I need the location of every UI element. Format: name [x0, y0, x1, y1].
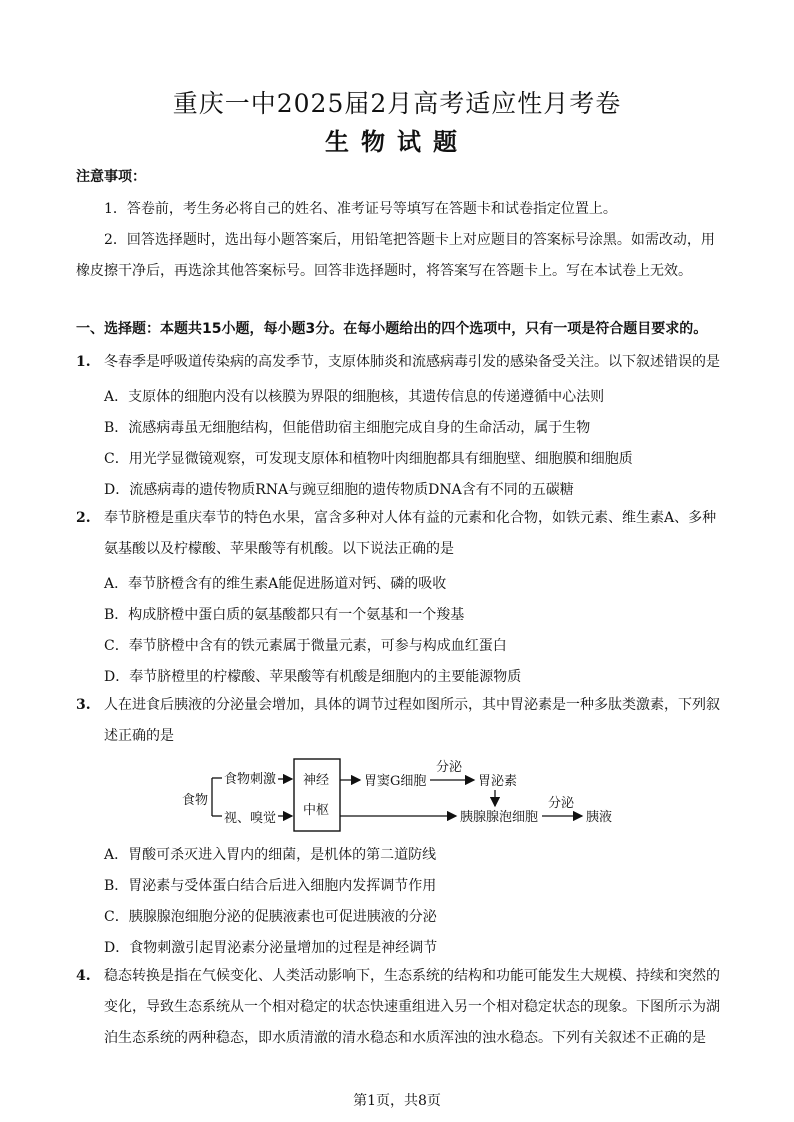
food-label: 食物: [182, 793, 209, 808]
secrete-label-1: 分泌: [436, 760, 463, 775]
page-title: 重庆一中2025届2月高考适应性月考卷: [172, 89, 622, 118]
option-2d: D．奉节脐橙里的柠檬酸、苹果酸等有机酸是细胞内的主要能源物质: [104, 669, 522, 685]
notes-heading: 注意事项：: [76, 169, 146, 185]
sight-smell-label: 视、嗅觉: [224, 811, 277, 826]
option-2a: A．奉节脐橙含有的维生素A能促进肠道对钙、磷的吸收: [104, 576, 447, 592]
page-footer: 第1页，共8页: [353, 1093, 441, 1109]
gastrin-label: 胃泌素: [478, 774, 518, 789]
question-number: 3.: [76, 697, 91, 713]
note-item-2: 2．回答选择题时，选出每小题答案后，用铅笔把答题卡上对应题目的答案标号涂黑。如需改动，用橡皮擦干净后，再选涂其他答案标号。回答非选择题时，将答案写在答题卡上。写在本试卷上无效。: [76, 232, 715, 279]
secrete-label-2: 分泌: [548, 796, 575, 811]
question-number: 4.: [76, 968, 91, 984]
g-cell-label: 胃窦G细胞: [364, 774, 427, 789]
question-text: 人在进食后胰液的分泌量会增加，具体的调节过程如图所示，其中胃泌素是一种多肽类激素，下列叙述正确的是: [104, 697, 720, 744]
question-number: 2.: [76, 510, 91, 526]
note-item-1: 1．答卷前，考生务必将自己的姓名、准考证号等填写在答题卡和试卷指定位置上。: [104, 201, 617, 217]
regulation-diagram: [178, 756, 628, 836]
question-text: 冬春季是呼吸道传染病的高发季节，支原体肺炎和流感病毒引发的感染备受关注。以下叙述错误的是: [104, 354, 720, 370]
pancreatic-juice-label: 胰液: [586, 810, 613, 825]
option-1c: C．用光学显微镜观察，可发现支原体和植物叶肉细胞都具有细胞壁、细胞膜和细胞质: [104, 451, 633, 467]
food-stimulus-label: 食物刺激: [224, 772, 277, 787]
option-1d: D．流感病毒的遗传物质RNA与豌豆细胞的遗传物质DNA含有不同的五碳糖: [104, 482, 574, 498]
option-3a: A．胃酸可杀灭进入胃内的细菌，是机体的第二道防线: [104, 847, 437, 863]
question-text: 奉节脐橙是重庆奉节的特色水果，富含多种对人体有益的元素和化合物，如铁元素、维生素A、多种氨基酸以及柠檬酸、苹果酸等有机酸。以下说法正确的是: [104, 510, 717, 557]
option-2c: C．奉节脐橙中含有的铁元素属于微量元素，可参与构成血红蛋白: [104, 638, 507, 654]
question-number: 1.: [76, 354, 91, 370]
option-3c: C．胰腺腺泡细胞分泌的促胰液素也可促进胰液的分泌: [104, 909, 437, 925]
question-4: [76, 961, 726, 1054]
option-1a: A．支原体的细胞内没有以核膜为界限的细胞核，其遗传信息的传递遵循中心法则: [104, 389, 605, 405]
question-3: [76, 690, 726, 752]
nerve-center-box: [294, 759, 340, 831]
question-text: 稳态转换是指在气候变化、人类活动影响下，生态系统的结构和功能可能发生大规模、持续和突然的变化，导致生态系统从一个相对稳定的状态快速重组进入另一个相对稳定状态的现象。下图所示为湖泊生态系统的两种稳态，即水质清澈的清水稳态和水质浑浊的浊水稳态。下列有关叙述不正确的是: [104, 968, 720, 1046]
question-2: [76, 503, 726, 565]
nerve-center-line1: 神经: [303, 773, 330, 788]
option-1b: B．流感病毒虽无细胞结构，但能借助宿主细胞完成自身的生命活动，属于生物: [104, 420, 591, 436]
option-3d: D．食物刺激引起胃泌素分泌量增加的过程是神经调节: [104, 940, 438, 956]
acinar-cell-label: 胰腺腺泡细胞: [460, 810, 539, 825]
section-heading: 一、选择题：本题共15小题，每小题3分。在每小题给出的四个选项中，只有一项是符合题目要求的。: [76, 321, 708, 337]
option-2b: B．构成脐橙中蛋白质的氨基酸都只有一个氨基和一个羧基: [104, 607, 465, 623]
question-1: [76, 347, 726, 378]
page-subtitle: 生物试题: [325, 127, 469, 156]
nerve-center-line2: 中枢: [303, 803, 330, 818]
option-3b: B．胃泌素与受体蛋白结合后进入细胞内发挥调节作用: [104, 878, 437, 894]
